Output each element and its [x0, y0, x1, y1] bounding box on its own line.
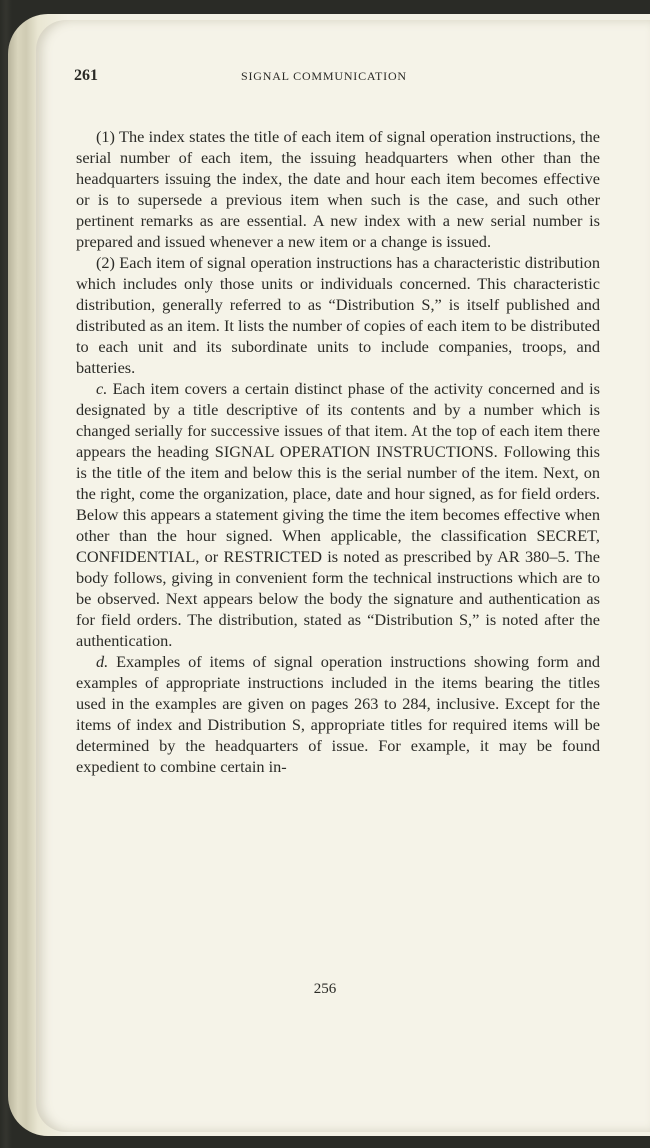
page-header — [74, 67, 602, 91]
paragraph-4 — [76, 651, 600, 777]
paragraph-text: Examples of items of signal operation instructions showing form and examples of appropriate instructions included in the items bearing the titles used in the examples are given on pages 263 to 284, inclusive. Except for the items of index and Distribution S, appropriate titles for required items will be determined by the headquarters of issue. For example, it may be found expedient to combine certain in- — [76, 652, 600, 776]
footer-page-number: 256 — [313, 981, 337, 997]
paragraph-lead: c. — [96, 379, 108, 398]
paragraph-text: (1) The index states the title of each item of signal operation instructions, the serial number of each item, the issuing headquarters when other than the headquarters issuing the index, the date and hour each item becomes effective or is to supersede a previous item when such is the case, and such other pertinent remarks as are essential. A new index with a new serial number is prepared and issued whenever a new item or a change is issued. — [76, 127, 600, 251]
paragraph-1 — [76, 126, 600, 252]
paragraph-3 — [76, 378, 600, 651]
paragraph-text: Each item covers a certain distinct phase of the activity concerned and is designated by a title descriptive of its contents and by a number which is changed serially for successive issues of that item. At the top of each item there appears the heading SIGNAL OPERATION INSTRUCTIONS. Following this is the title of the item and below this is the serial number of the item. Next, on the right, come the organization, place, date and hour signed, as for field orders. Below this appears a statement giving the time the item becomes effective when other than the hour signed. When applicable, the classification SECRET, CONFIDENTIAL, or RESTRICTED is noted as prescribed by AR 380–5. The body follows, giving in convenient form the technical instructions which are to be observed. Next appears below the body the signature and authentication as for field orders. The distribution, stated as “Distribution S,” is noted after the authentication. — [76, 379, 600, 650]
paragraph-lead: d. — [96, 652, 109, 671]
paragraph-text: (2) Each item of signal operation instructions has a characteristic distribution which includes only those units or individuals concerned. This characteristic distribution, generally referred to as “Distribution S,” is itself published and distributed as an item. It lists the number of copies of each item to be distributed to each unit and its subordinate units to include companies, troops, and batteries. — [76, 253, 600, 377]
paragraph-2 — [76, 252, 600, 378]
body-text — [76, 126, 600, 777]
running-head: SIGNAL COMMUNICATION — [241, 69, 407, 83]
header-page-number: 261 — [74, 67, 98, 84]
